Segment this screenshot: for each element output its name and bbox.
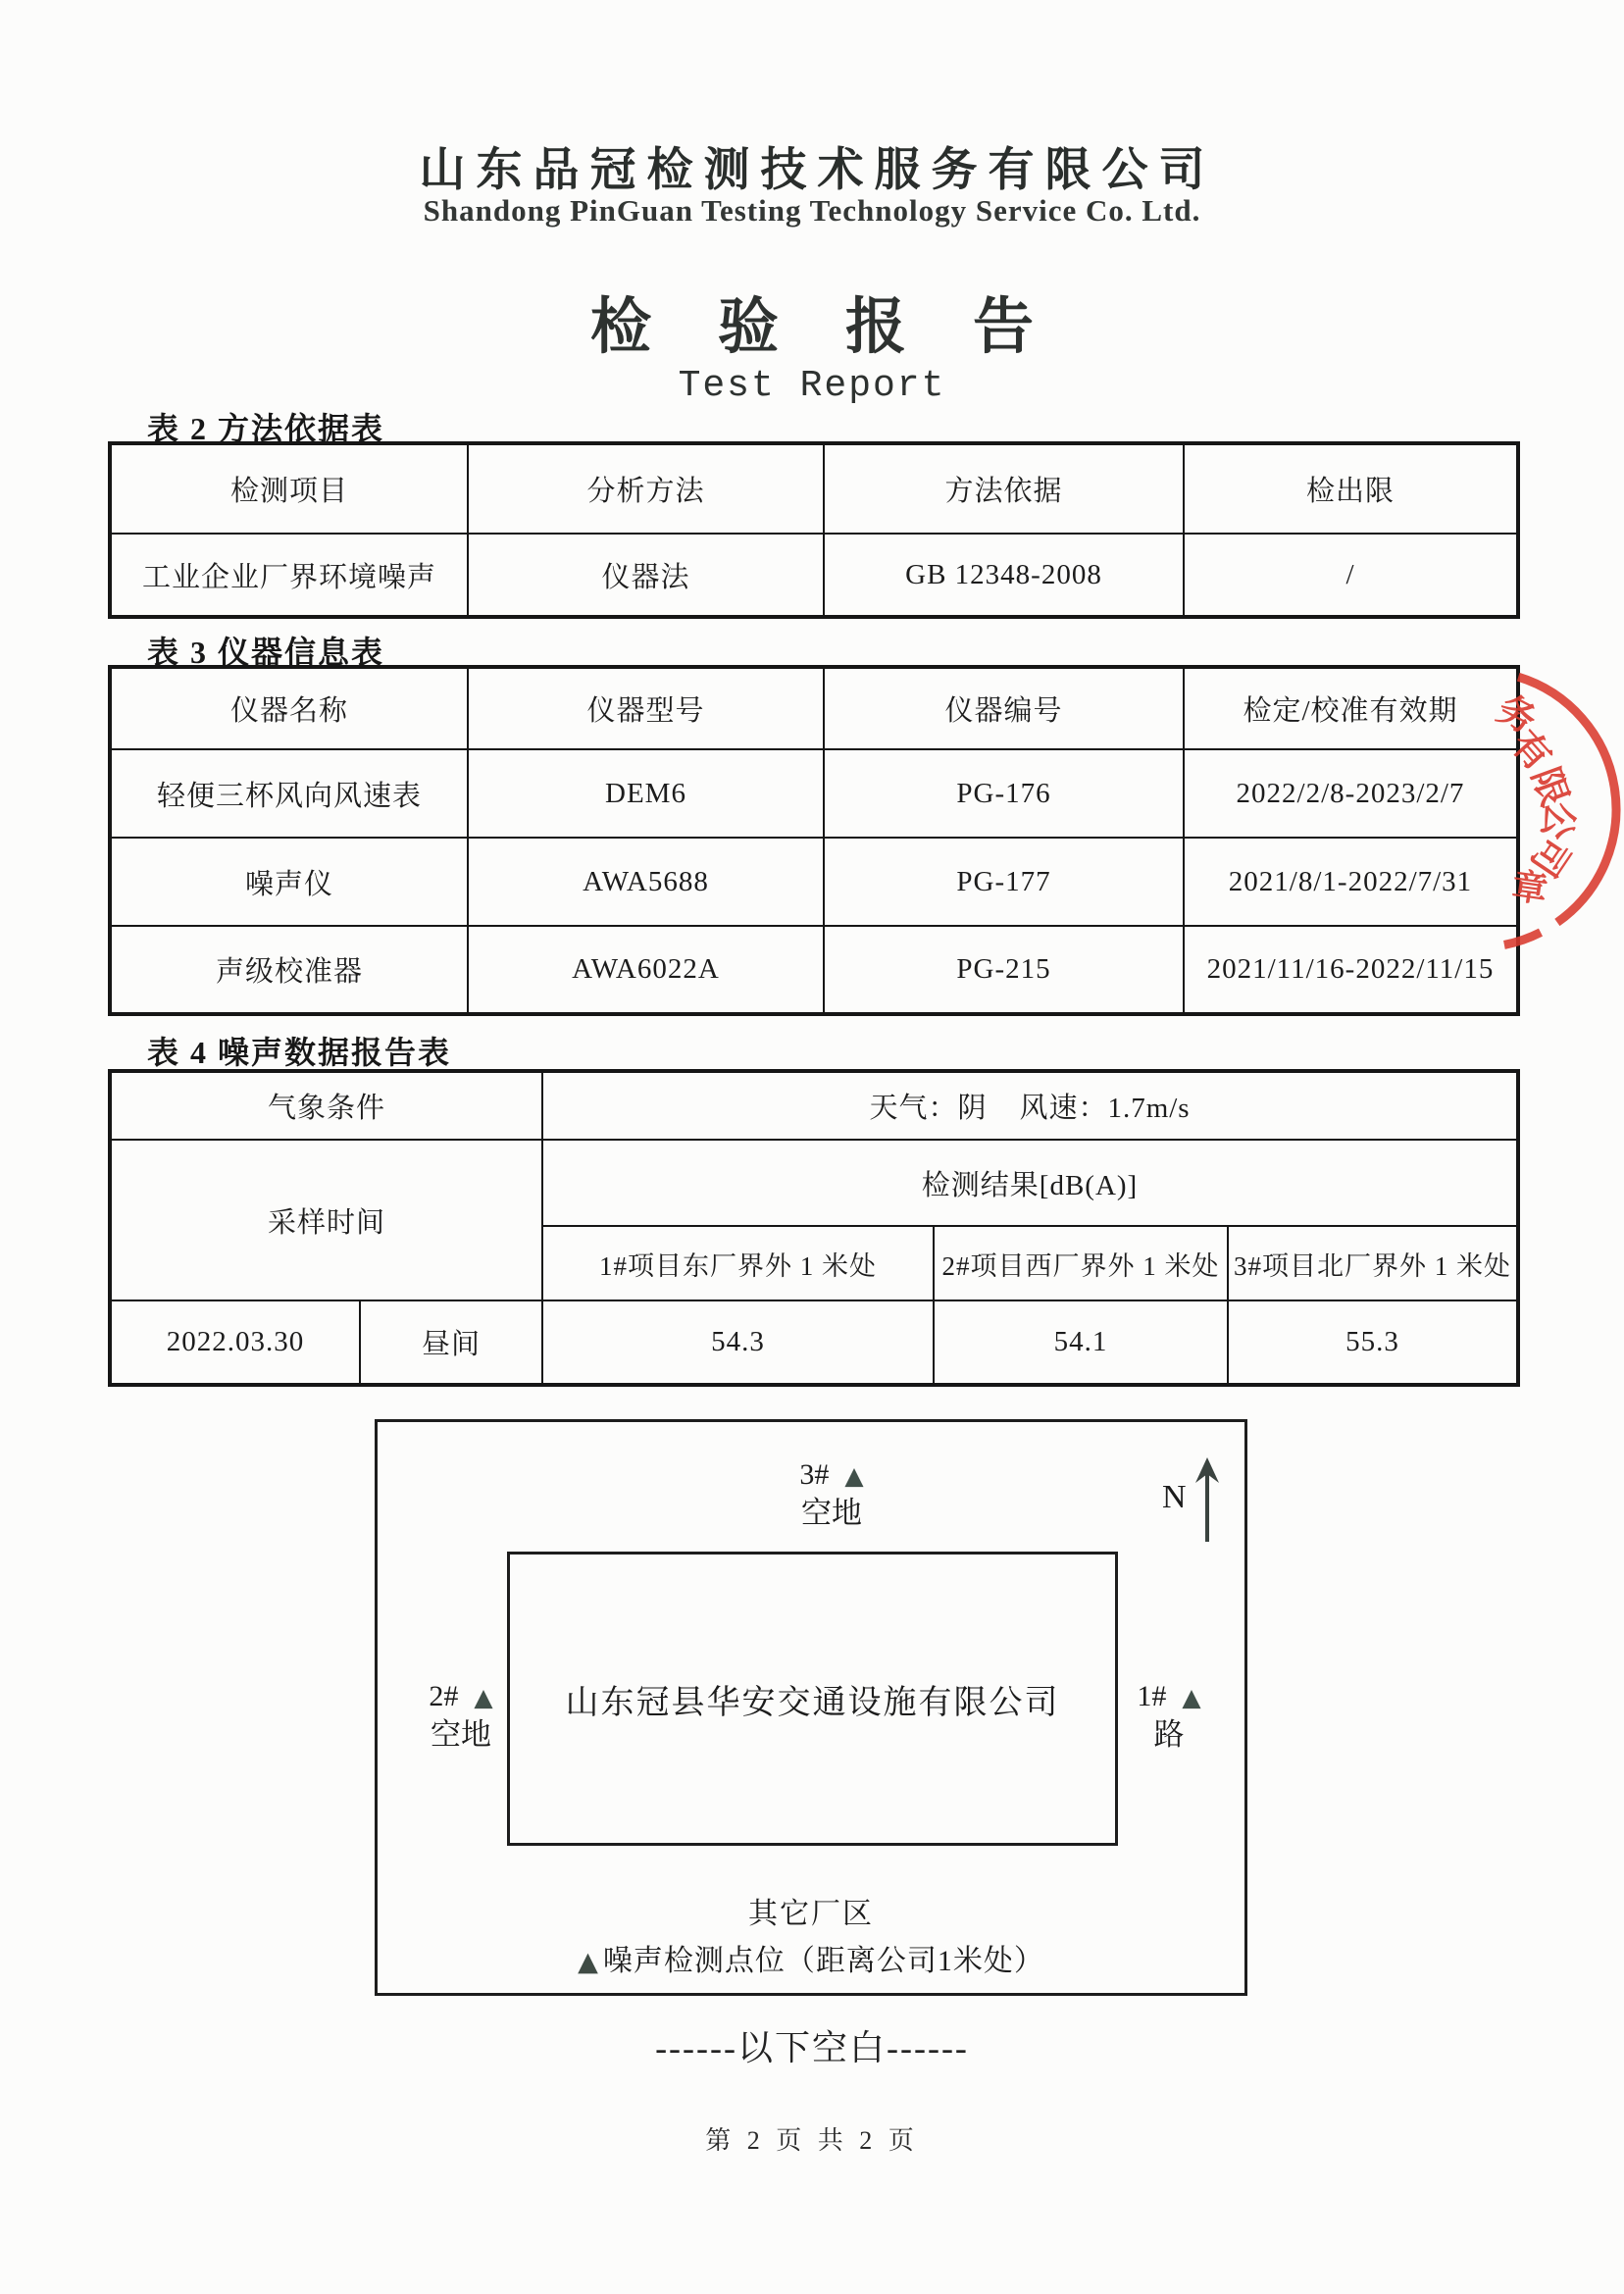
cell-weather-label: 气象条件 bbox=[110, 1071, 542, 1140]
cell-sampling-label: 采样时间 bbox=[110, 1140, 542, 1300]
noise-point-1 bbox=[1115, 1679, 1223, 1753]
seal-arc bbox=[1504, 933, 1541, 945]
report-title-en: Test Report bbox=[678, 365, 946, 407]
table-row bbox=[110, 926, 1518, 1014]
cell-instrument-name: 噪声仪 bbox=[110, 838, 468, 926]
cell-serial: PG-176 bbox=[824, 749, 1184, 838]
point-2-line bbox=[407, 1679, 515, 1715]
cell-instrument-name: 声级校准器 bbox=[110, 926, 468, 1014]
table-row bbox=[110, 749, 1518, 838]
noise-point-3 bbox=[778, 1457, 886, 1531]
cell-period: 昼间 bbox=[360, 1300, 542, 1385]
col-header: 仪器名称 bbox=[110, 667, 468, 749]
cell-point-header: 3#项目北厂界外 1 米处 bbox=[1228, 1226, 1518, 1300]
blank-below-marker: ------以下空白------ bbox=[655, 2028, 969, 2067]
data-row bbox=[110, 1300, 1518, 1385]
noise-data-table bbox=[108, 1069, 1520, 1387]
cell-point-header: 1#项目东厂界外 1 米处 bbox=[542, 1226, 934, 1300]
seal-char: 公 bbox=[1533, 798, 1581, 843]
triangle-marker-icon: ▲ bbox=[1182, 1683, 1201, 1711]
col-header: 方法依据 bbox=[824, 443, 1184, 534]
point-3-line bbox=[778, 1457, 886, 1494]
cell-detection-limit: / bbox=[1184, 534, 1518, 617]
instrument-info-table bbox=[108, 665, 1520, 1016]
cell-standard: GB 12348-2008 bbox=[824, 534, 1184, 617]
north-label: N bbox=[1162, 1479, 1187, 1515]
seal-char: 务 bbox=[1490, 688, 1544, 742]
diagram-legend bbox=[378, 1936, 1244, 1979]
factory-name: 山东冠县华安交通设施有限公司 bbox=[565, 1684, 1060, 1721]
method-basis-table bbox=[108, 441, 1520, 619]
seal-center-char: 章 bbox=[1509, 866, 1550, 910]
site-layout-diagram bbox=[375, 1419, 1247, 1996]
company-seal-stamp bbox=[1467, 642, 1624, 986]
cell-model: AWA6022A bbox=[468, 926, 824, 1014]
point-1-id: 1# bbox=[1137, 1680, 1167, 1712]
result-header-row bbox=[110, 1140, 1518, 1226]
page-number: 第 2 页 共 2 页 bbox=[705, 2126, 919, 2155]
cell-calibration-period: 2021/8/1-2022/7/31 bbox=[1184, 838, 1518, 926]
col-header: 仪器型号 bbox=[468, 667, 824, 749]
cell-method: 仪器法 bbox=[468, 534, 824, 617]
seal-char: 限 bbox=[1523, 762, 1576, 812]
cell-serial: PG-215 bbox=[824, 926, 1184, 1014]
table-header-row bbox=[110, 667, 1518, 749]
cell-weather-value: 天气：阴 风速：1.7m/s bbox=[542, 1071, 1518, 1140]
cell-value-1: 54.3 bbox=[542, 1300, 934, 1385]
company-name-cn: 山东品冠检测技术服务有限公司 bbox=[419, 145, 1216, 196]
table-header-row bbox=[110, 443, 1518, 534]
col-header: 检出限 bbox=[1184, 443, 1518, 534]
cell-model: DEM6 bbox=[468, 749, 824, 838]
triangle-marker-icon: ▲ bbox=[844, 1461, 864, 1490]
cell-calibration-period: 2021/11/16-2022/11/15 bbox=[1184, 926, 1518, 1014]
table-row bbox=[110, 838, 1518, 926]
col-header: 检测项目 bbox=[110, 443, 468, 534]
legend-text: 噪声检测点位（距离公司1米处） bbox=[602, 1945, 1044, 1977]
point-3-id: 3# bbox=[799, 1458, 830, 1491]
cell-model: AWA5688 bbox=[468, 838, 824, 926]
factory-boundary-box bbox=[507, 1552, 1118, 1846]
triangle-marker-icon: ▲ bbox=[578, 1947, 599, 1977]
cell-point-header: 2#项目西厂界外 1 米处 bbox=[934, 1226, 1228, 1300]
point-1-line bbox=[1115, 1679, 1223, 1715]
seal-char: 司 bbox=[1521, 829, 1577, 884]
col-header: 检定/校准有效期 bbox=[1184, 667, 1518, 749]
noise-point-2 bbox=[407, 1679, 515, 1753]
point-3-place: 空地 bbox=[801, 1496, 862, 1530]
north-indicator bbox=[1162, 1452, 1231, 1550]
cell-value-3: 55.3 bbox=[1228, 1300, 1518, 1385]
cell-serial: PG-177 bbox=[824, 838, 1184, 926]
report-title-cn: 检验报告 bbox=[589, 294, 1100, 361]
cell-value-2: 54.1 bbox=[934, 1300, 1228, 1385]
point-1-place: 路 bbox=[1153, 1717, 1185, 1752]
cell-result-header: 检测结果[dB(A)] bbox=[542, 1140, 1518, 1226]
table3-label: 表 3 仪器信息表 bbox=[147, 635, 385, 670]
cell-date: 2022.03.30 bbox=[110, 1300, 360, 1385]
point-2-place: 空地 bbox=[431, 1717, 491, 1752]
other-area-label: 其它厂区 bbox=[748, 1898, 874, 1930]
cell-calibration-period: 2022/2/8-2023/2/7 bbox=[1184, 749, 1518, 838]
seal-char: 有 bbox=[1502, 723, 1559, 780]
cell-test-item: 工业企业厂界环境噪声 bbox=[110, 534, 468, 617]
weather-row bbox=[110, 1071, 1518, 1140]
table2-label: 表 2 方法依据表 bbox=[147, 411, 385, 446]
point-2-id: 2# bbox=[429, 1680, 459, 1712]
cell-instrument-name: 轻便三杯风向风速表 bbox=[110, 749, 468, 838]
col-header: 分析方法 bbox=[468, 443, 824, 534]
triangle-marker-icon: ▲ bbox=[474, 1683, 493, 1711]
table4-label: 表 4 噪声数据报告表 bbox=[147, 1035, 452, 1070]
col-header: 仪器编号 bbox=[824, 667, 1184, 749]
table-row bbox=[110, 534, 1518, 617]
company-name-en: Shandong PinGuan Testing Technology Service Co. Ltd. bbox=[423, 193, 1201, 228]
